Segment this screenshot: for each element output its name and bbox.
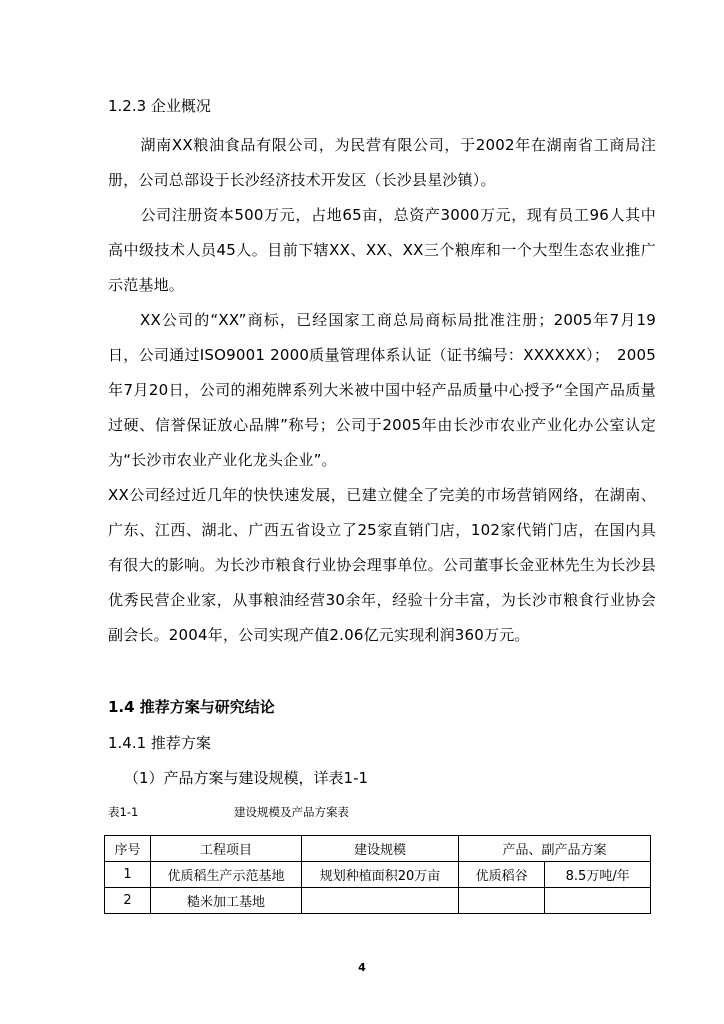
cell-seq: 2 <box>105 888 151 914</box>
paragraph-text: XX公司的“XX”商标，已经国家工商总局商标局批准注册；2005年7月19日，公司通过ISO9001 2000质量管理体系认证（证书编号：XXXXXX）； 2005年7月20日，公司的湘苑牌系列大米被中国中轻产品质量中心授予“全国产品质量过硬、信誉保证放心品牌”称号；公司于2005年由长沙市农业产业化办公室认定为“长沙市农业产业化龙头企业”。 <box>108 311 656 469</box>
section-heading-1-4: 1.4 推荐方案与研究结论 <box>108 698 275 716</box>
paragraph-development <box>108 478 656 653</box>
paragraph-text: 湖南XX粮油食品有限公司，为民营有限公司，于2002年在湖南省工商局注册，公司总部设于长沙经济技术开发区（长沙县星沙镇）。 <box>108 136 656 189</box>
table-header-row <box>105 836 651 862</box>
cell-amount: 8.5万吨/年 <box>545 862 651 888</box>
paragraph-trademark <box>108 303 656 478</box>
section-heading-1-2-3: 1.2.3 企业概况 <box>108 97 211 115</box>
table-row <box>105 888 651 914</box>
cell-amount <box>545 888 651 914</box>
scale-product-table <box>104 835 651 914</box>
cell-scale <box>302 888 459 914</box>
paragraph-text: 公司注册资本500万元，占地65亩，总资产3000万元，现有员工96人其中高中级技术人员45人。目前下辖XX、XX、XX三个粮库和一个大型生态农业推广示范基地。 <box>108 206 656 294</box>
table-row <box>105 862 651 888</box>
header-seq: 序号 <box>105 836 151 862</box>
header-scale: 建设规模 <box>302 836 459 862</box>
cell-scale: 规划种植面积20万亩 <box>302 862 459 888</box>
cell-product <box>459 888 545 914</box>
cell-project: 糙米加工基地 <box>151 888 302 914</box>
cell-project: 优质稻生产示范基地 <box>151 862 302 888</box>
table-caption-number: 表1-1 <box>108 805 139 819</box>
header-project: 工程项目 <box>151 836 302 862</box>
page-number: 4 <box>358 961 366 974</box>
cell-seq: 1 <box>105 862 151 888</box>
section-heading-1-4-1: 1.4.1 推荐方案 <box>108 734 211 752</box>
plan-intro-line: （1）产品方案与建设规模，详表1-1 <box>124 769 369 787</box>
header-products: 产品、副产品方案 <box>459 836 651 862</box>
table-caption-title: 建设规模及产品方案表 <box>234 805 349 819</box>
cell-product: 优质稻谷 <box>459 862 545 888</box>
paragraph-capital <box>108 198 656 303</box>
paragraph-text: XX公司经过近几年的快快速发展，已建立健全了完美的市场营销网络，在湖南、广东、江西、湖北、广西五省设立了25家直销门店，102家代销门店，在国内具有很大的影响。为长沙市粮食行业协会理事单位。公司董事长金亚林先生为长沙县优秀民营企业家，从事粮油经营30余年，经验十分丰富，为长沙市粮食行业协会副会长。2004年，公司实现产值2.06亿元实现利润360万元。 <box>108 486 656 644</box>
paragraph-company-intro <box>108 128 656 198</box>
